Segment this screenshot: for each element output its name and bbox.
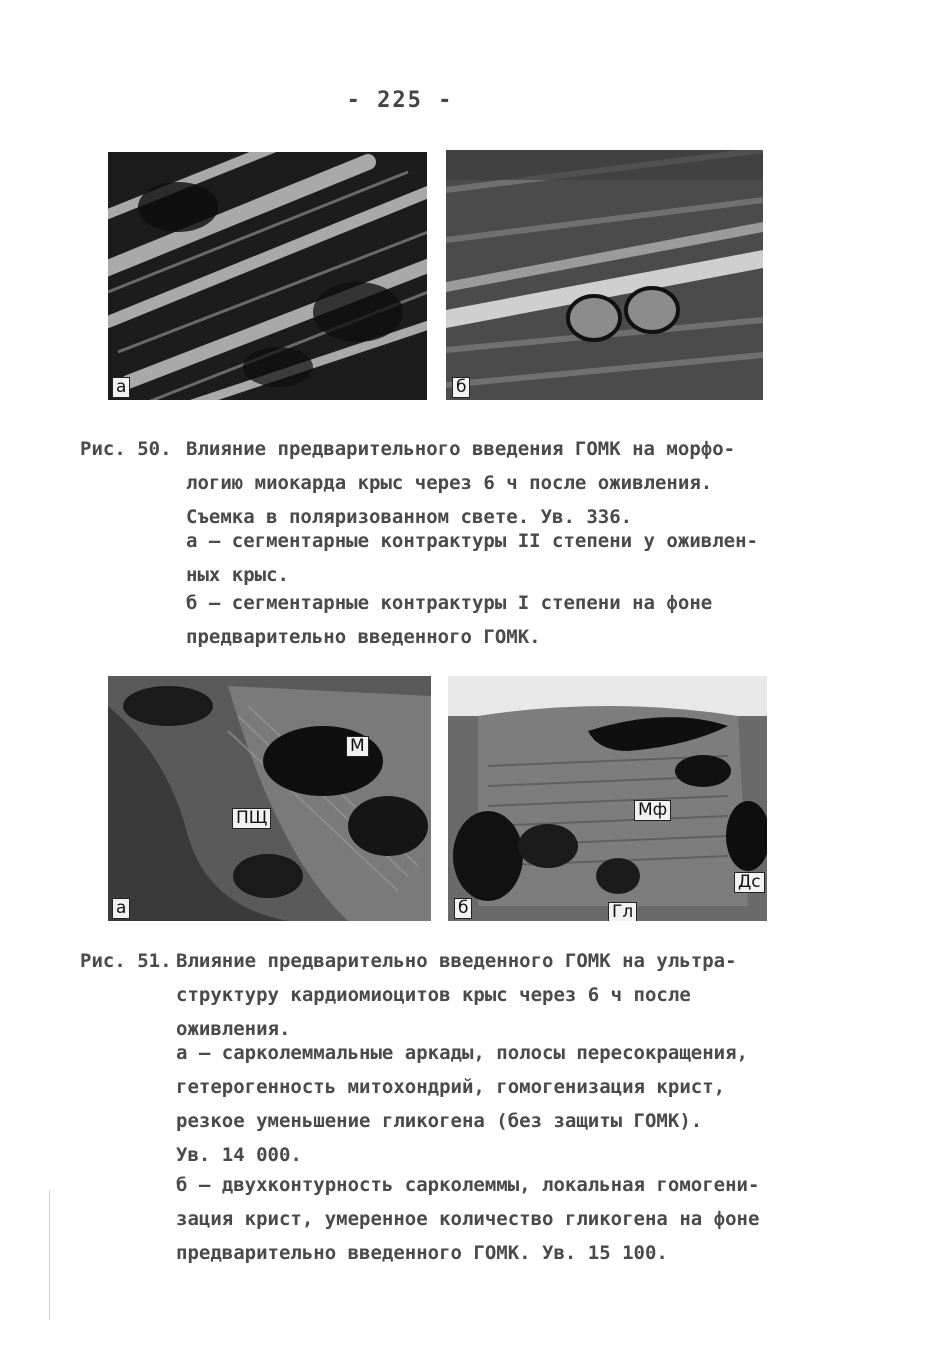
figure50-caption-b: б – сегментарные контрактуры I степени на фоне предварительно введенного ГОМК. bbox=[186, 592, 713, 648]
figure51-label-Ds: Дс bbox=[734, 872, 765, 893]
margin-rule bbox=[49, 1190, 50, 1320]
figure51-caption-a: а – сарколеммальные аркады, полосы пересокращения, гетерогенность митохондрий, гомогенизация крист, резкое уменьшение гликогена (без защиты ГОМК). Ув. 14 000. bbox=[176, 1042, 748, 1166]
figure50-caption-main: Влияние предварительного введения ГОМК на морфо- логию миокарда крыс через 6 ч после оживления. Съемка в поляризованном свете. Ув. 336. bbox=[186, 438, 736, 528]
figure51-panel-a-label: а bbox=[112, 898, 130, 919]
figure50-panel-a-label: а bbox=[112, 377, 130, 398]
figure51-photo-b bbox=[448, 676, 767, 921]
figure51-label-Mf: Мф bbox=[634, 800, 671, 821]
figure51-panel-b-label: б bbox=[454, 898, 472, 919]
figure50-photo-a bbox=[108, 152, 427, 400]
figure51-caption bbox=[80, 944, 820, 1264]
figure51-caption-id: Рис. 51. bbox=[80, 950, 172, 972]
figure51-label-M: М bbox=[346, 736, 369, 757]
figure50-caption-id: Рис. 50. bbox=[80, 438, 172, 460]
page-number: - 225 - bbox=[346, 88, 454, 113]
figure50-photo-b bbox=[446, 150, 763, 400]
figure51-label-Gl: Гл bbox=[608, 902, 637, 921]
figure51-photo-a bbox=[108, 676, 431, 921]
figure50-caption-a: а – сегментарные контрактуры II степени у оживлен- ных крыс. bbox=[186, 530, 758, 586]
figure51-caption-main: Влияние предварительно введенного ГОМК на ультра- структуру кардиомиоцитов крыс через 6 ч после оживления. bbox=[176, 950, 737, 1040]
figure50-panel-b-label: б bbox=[452, 377, 470, 398]
figure50-caption bbox=[80, 432, 800, 652]
figure51-caption-b: б – двухконтурность сарколеммы, локальная гомогени- зация крист, умеренное количество гликогена на фоне предварительно введенного ГОМК. Ув. 15 100. bbox=[176, 1174, 760, 1264]
figure51-label-Psh: ПЩ bbox=[232, 808, 271, 829]
